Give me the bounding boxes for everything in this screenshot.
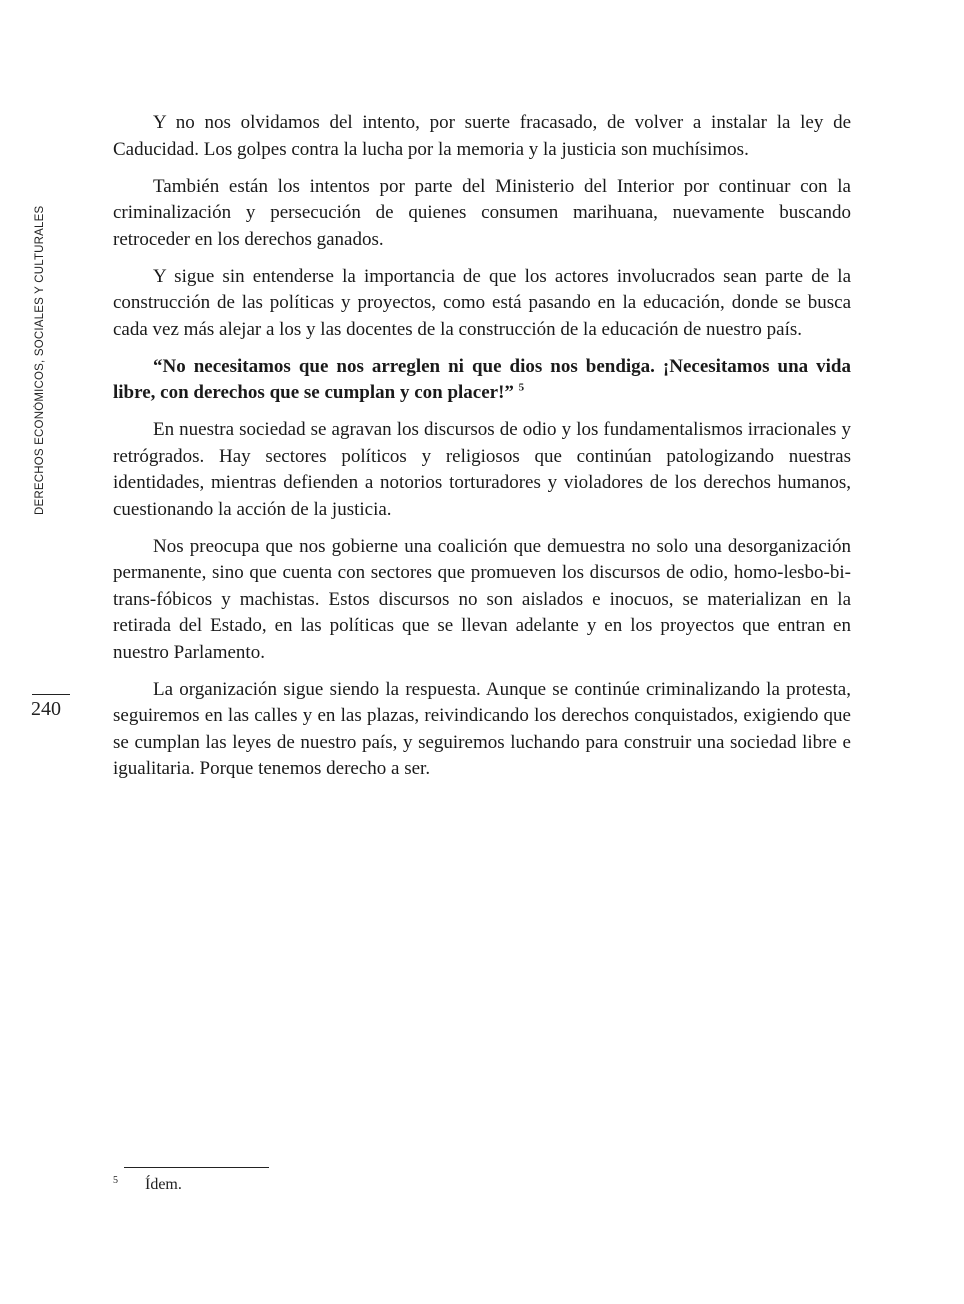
footnote-reference[interactable]: 5	[518, 381, 525, 394]
paragraph: La organización sigue siendo la respuesta. Aunque se continúe criminalizando la protesta, seguiremos en las calles y en las plazas, reivindicando los derechos conquistados, exigiendo que se cumplan las leyes de nuestro país, y seguiremos luchando para construir una sociedad libre e igualitaria. Porque tenemos derecho a ser.	[113, 678, 851, 779]
quote-paragraph	[113, 354, 851, 407]
paragraph: Y sigue sin entenderse la importancia de que los actores involucrados sean parte de la construcción de las políticas y proyectos, como está pasando en la educación, donde se busca cada vez más alejar a los y las docentes de la construcción de la educación de nuestro país.	[113, 265, 851, 340]
running-head: DERECHOS ECONÓMICOS, SOCIALES Y CULTURALES	[34, 205, 46, 515]
footnote: 5 Ídem.	[113, 1174, 182, 1193]
paragraph: En nuestra sociedad se agravan los discursos de odio y los fundamentalismos irracionales y retrógrados. Hay sectores políticos y religiosos que continúan patologizando nuestras identidades, mientras defienden a notorios torturadores y violadores de los derechos humanos, cuestionando la acción de la justicia.	[113, 419, 851, 520]
page-number-rule	[32, 694, 70, 695]
footnote-text: Ídem.	[145, 1176, 182, 1193]
paragraph: Nos preocupa que nos gobierne una coalición que demuestra no solo una desorganización permanente, sino que cuenta con sectores que promueven los discursos de odio, homo-lesbo-bi-trans-fóbicos y machistas. Estos discursos no son aislados e inocuos, se materializan en la retirada del Estado, en las políticas que se llevan adelante y en los proyectos que entran en nuestro Parlamento.	[113, 535, 851, 663]
paragraph: Y no nos olvidamos del intento, por suerte fracasado, de volver a instalar la ley de Caducidad. Los golpes contra la lucha por la memoria y la justicia son muchísimos.	[113, 112, 851, 160]
paragraph: También están los intentos por parte del Ministerio del Interior por continuar con la criminalización y persecución de quienes consumen marihuana, nuevamente buscando retroceder en los derechos ganados.	[113, 175, 851, 250]
page-number: 240	[31, 698, 61, 720]
footnote-separator	[124, 1167, 269, 1168]
body-text	[113, 110, 851, 793]
quote-text: “No necesitamos que nos arreglen ni que dios nos bendiga. ¡Necesitamos una vida libre, con derechos que se cumplan y con placer!”	[113, 355, 851, 403]
